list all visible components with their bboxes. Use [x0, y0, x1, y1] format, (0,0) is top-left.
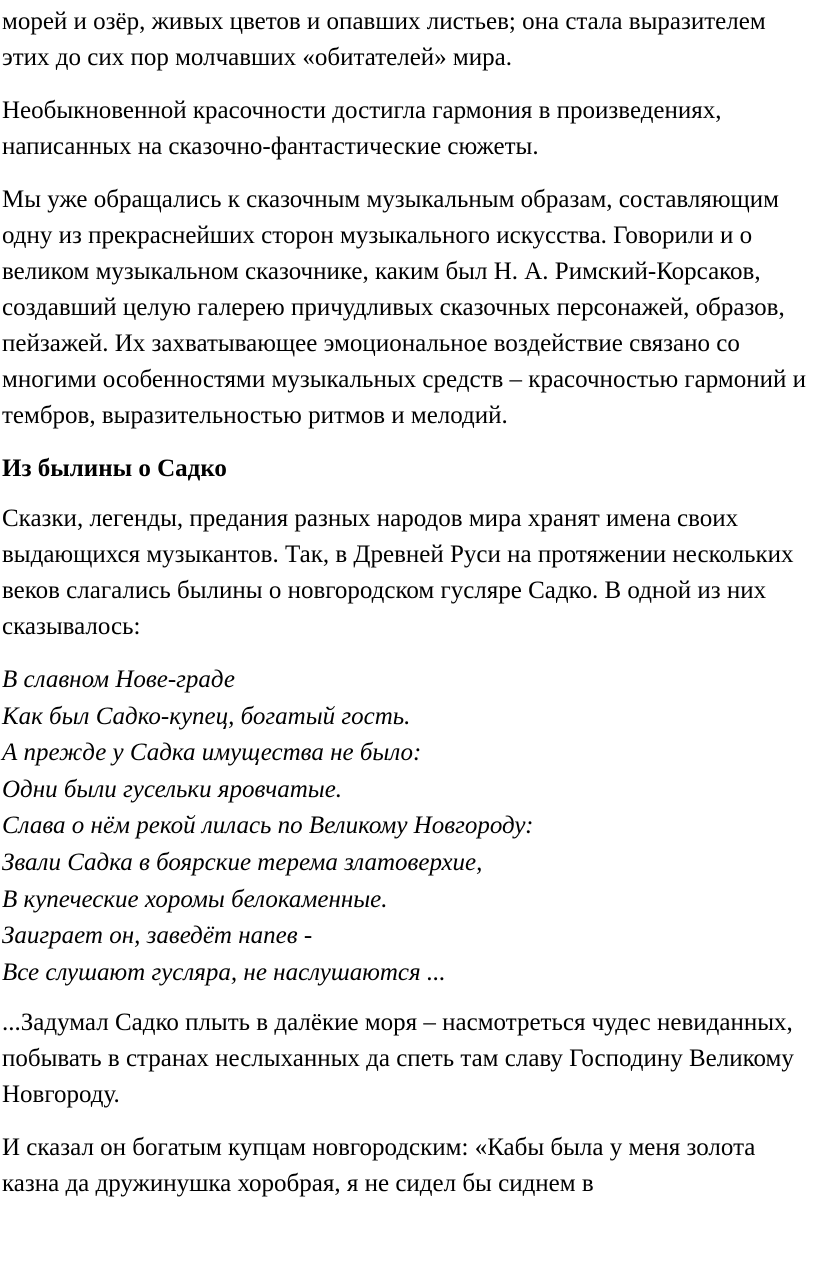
paragraph: Сказки, легенды, предания разных народов мира хранят имена своих выдающихся музыкантов. Так, в Древней Руси на протяжении нескольких веков слагались былины о новгородском гусляре Садко. В одной из них сказывалось: [2, 505, 794, 640]
paragraph: И сказал он богатым купцам новгородским: «Кабы была у меня золота казна да дружинушка хоробрая, я не сидел бы сиднем в [2, 1134, 756, 1198]
poem-line: Звали Садка в боярские терема златоверхие, [2, 848, 483, 876]
poem-line: Как был Садко-купец, богатый гость. [2, 702, 411, 730]
poem-line: Все слушают гусляра, не наслушаются ... [2, 958, 446, 986]
poem-line: Одни были гусельки яровчатые. [2, 775, 343, 803]
section-heading: Из былины о Садко [2, 455, 227, 482]
poem-line: В купеческие хоромы белокаменные. [2, 885, 388, 913]
poem-line: В славном Нове-граде [2, 666, 235, 693]
poem-line: Заиграет он, заведёт напев - [2, 922, 313, 950]
poem-line: А прежде у Садка имущества не было: [2, 739, 422, 767]
poem-quote [2, 662, 814, 991]
poem-line: Слава о нём рекой лилась по Великому Новгороду: [2, 812, 534, 840]
paragraph: морей и озёр, живых цветов и опавших листьев; она стала выразителем этих до сих пор молчавших «обитателей» мира. [2, 8, 766, 71]
paragraph: Мы уже обращались к сказочным музыкальным образам, составляющим одну из прекраснейших сторон музыкального искусства. Говорили и о великом музыкальном сказочнике, каким был Н. А. Римский-Корсаков, создавший целую галерею причудливых сказочных персонажей, образов, пейзажей. Их захватывающее эмоциональное воздействие связано со многими особенностями музыкальных средств – красочностью гармоний и тембров, выразительностью ритмов и мелодий. [2, 186, 806, 429]
paragraph: Необыкновенной красочности достигла гармония в произведениях, написанных на сказочно-фантастические сюжеты. [2, 97, 722, 160]
paragraph: ...Задумал Садко плыть в далёкие моря – насмотреться чудес невиданных, побывать в странах неслыханных да спеть там славу Господину Великому Новгороду. [2, 1009, 794, 1109]
